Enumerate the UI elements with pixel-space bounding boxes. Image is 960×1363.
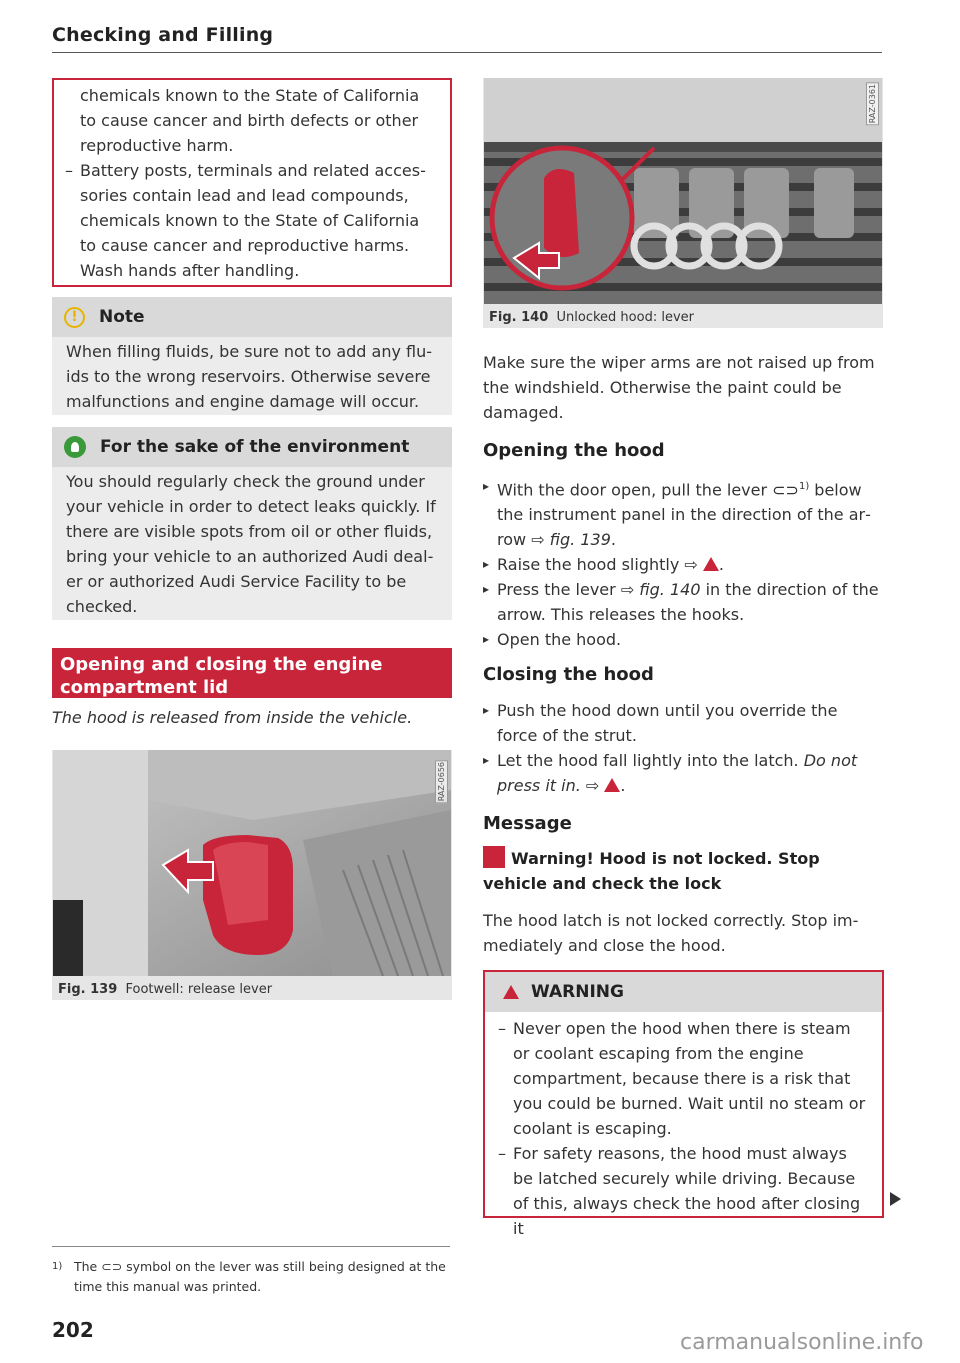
footnote-text: The ⊂⊃ symbol on the lever was still being designed at the time this manual was printed. [74,1259,446,1294]
note-body [52,337,452,415]
closing-step-2-end: . [620,776,626,795]
warning-continuation-text: chemicals known to the State of California to cause cancer and birth defects or other reproductive harm. [80,86,420,155]
closing-steps [483,698,881,798]
message-body: The hood latch is not locked correctly. Stop immediately and close the hood. [483,911,859,955]
warning-continuation-box [52,78,452,287]
figure-139-caption-text: Footwell: release lever [125,982,273,997]
section-title-bar: Opening and closing the engine compartment lid [52,648,452,698]
opening-step-1-text-b: below the instrument panel in the direction of the arrow [497,480,871,550]
opening-step-1-text: With the door open, pull the lever [497,480,773,500]
fig-139-link[interactable]: ⇨ fig. 139 [531,530,611,550]
page-number: 202 [52,1318,94,1342]
figure-140-caption-text: Unlocked hood: lever [556,310,694,325]
opening-step-4: ▸ Open the hood. [483,627,881,652]
hood-warning-indicator-icon [483,846,505,868]
warning-triangle-icon [503,985,519,999]
opening-step-3-text: Press the lever [497,580,621,600]
note-header [52,297,452,337]
opening-step-2-text: Raise the hood slightly ⇨ [497,555,703,575]
closing-title: Closing the hood [483,664,654,685]
section-intro: The hood is released from inside the vehicle. [52,708,413,727]
opening-step-2 [483,552,881,577]
footnote-divider [52,1246,450,1247]
environment-title: For the sake of the environment [100,437,410,457]
opening-step-2-end: . [718,555,724,575]
fig-140-link[interactable]: ⇨ fig. 140 [620,580,701,600]
figure-139-caption [58,982,272,997]
page-header-title: Checking and Filling [52,24,274,46]
header-divider [52,52,882,53]
opening-title: Opening the hood [483,440,665,461]
opening-steps [483,474,881,652]
note-title: Note [99,307,145,327]
environment-header [52,427,452,467]
continued-arrow-icon[interactable] [890,1192,901,1206]
opening-step-1 [483,474,881,552]
closing-step-2-emphasis: Do not press it in. [497,751,858,795]
opening-step-1-end: . [610,530,616,550]
message-title: Message [483,813,572,834]
closing-step-2-text: Let the hood fall lightly into the latch. [497,751,804,770]
figure-140-caption [489,310,694,325]
warning-item: – For safety reasons, the hood must always be latched securely while driving. Because of this, always check the hood after closing it [498,1141,870,1241]
footnote [52,1257,450,1297]
lever-symbol-icon: ⊂⊃ [772,480,799,500]
environment-text: You should regularly check the ground under your vehicle in order to detect leaks quickly. If there are visible spots from oil or other fluids, bring your vehicle to an authorized Audi dealer or authorized Audi Service Facility to be checked. [66,472,436,616]
warning-triangle-icon[interactable] [604,778,620,792]
figure-139-caption-number: Fig. 139 [58,982,118,997]
warning-item: – Never open the hood when there is steam or coolant escaping from the engine compartment, because there is a risk that you could be burned. Wait until no steam or coolant is escaping. [498,1016,870,1141]
warning-header [485,972,882,1012]
footnote-ref: 1) [798,481,810,492]
opening-step-3-text-b: in the direction of the arrow. This releases the hooks. [497,580,879,625]
watermark: carmanualsonline.info [680,1330,924,1355]
environment-body [52,467,452,620]
warning-body [485,1012,882,1241]
wiper-paragraph: Make sure the wiper arms are not raised up from the windshield. Otherwise the paint could be damaged. [483,353,875,422]
figure-139-code: RAZ-0656 [437,762,446,802]
message-warning [483,846,881,896]
info-circle-icon: ! [64,307,85,328]
note-text: When filling fluids, be sure not to add any fluids to the wrong reservoirs. Otherwise severe malfunctions and engine damage will occur. [66,342,433,411]
closing-step-2 [483,748,881,798]
footnote-marker: 1) [52,1261,63,1272]
figure-140-code: RAZ-0361 [868,84,877,124]
opening-step-3 [483,577,881,627]
message-warning-title: Warning! Hood is not locked. Stop vehicle and check the lock [483,849,820,893]
figure-140-caption-number: Fig. 140 [489,310,549,325]
figure-140 [483,78,883,328]
environment-leaf-icon [64,436,86,458]
closing-step-2-arrow: ⇨ [580,776,605,795]
unlocked-hood-lever-image [484,78,882,304]
figure-139 [52,750,452,1000]
closing-step-1: ▸ Push the hood down until you override the force of the strut. [483,698,881,748]
warning-continuation-item: – Battery posts, terminals and related accessories contain lead and lead compounds, chemicals known to the State of California to cause cancer and reproductive harms. Wash hands after handling. [65,158,434,283]
warning-triangle-icon[interactable] [703,557,719,571]
footwell-release-lever-image [53,750,451,976]
warning-title: WARNING [531,982,624,1002]
warning-box [483,970,884,1238]
